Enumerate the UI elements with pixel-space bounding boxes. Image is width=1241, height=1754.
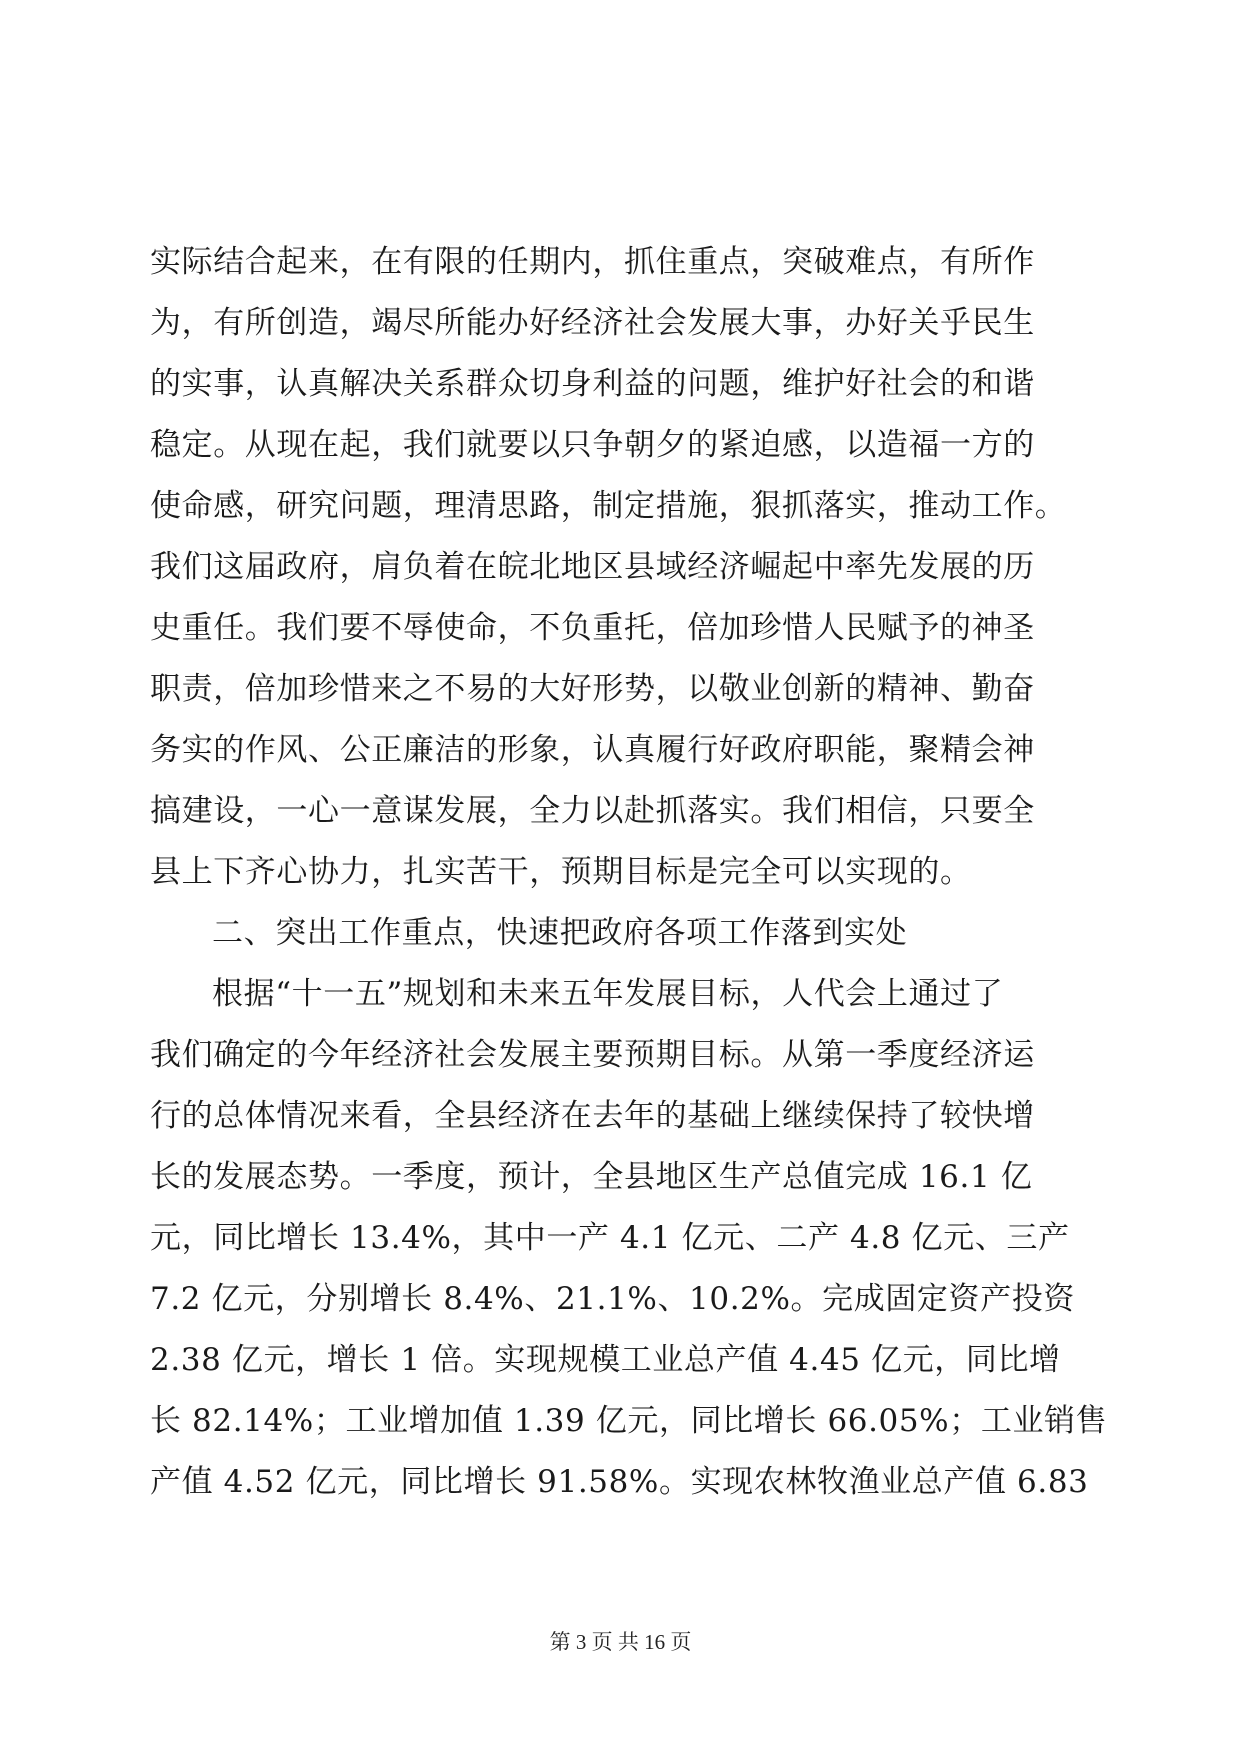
text-line: 职责，倍加珍惜来之不易的大好形势，以敬业创新的精神、勤奋: [150, 671, 1035, 707]
text-line: 的实事，认真解决关系群众切身利益的问题，维护好社会的和谐: [150, 366, 1035, 402]
text-line: 稳定。从现在起，我们就要以只争朝夕的紧迫感，以造福一方的: [150, 427, 1035, 463]
text-line: 使命感，研究问题，理清思路，制定措施，狠抓落实，推动工作。: [150, 488, 1067, 524]
body-text: [150, 232, 1108, 1513]
text-line: 搞建设，一心一意谋发展，全力以赴抓落实。我们相信，只要全: [150, 793, 1035, 829]
text-line: 长 82.14%；工业增加值 1.39 亿元，同比增长 66.05%；工业销售: [150, 1403, 1108, 1439]
text-line: 为，有所创造，竭尽所能办好经济社会发展大事，办好关乎民生: [150, 305, 1035, 341]
text-line: 实际结合起来，在有限的任期内，抓住重点，突破难点，有所作: [150, 244, 1035, 280]
text-line: 根据“十一五”规划和未来五年发展目标，人代会上通过了: [212, 976, 1004, 1012]
text-line: 元，同比增长 13.4%，其中一产 4.1 亿元、二产 4.8 亿元、三产: [150, 1220, 1070, 1256]
text-line: 史重任。我们要不辱使命，不负重托，倍加珍惜人民赋予的神圣: [150, 610, 1035, 646]
text-line: 产值 4.52 亿元，同比增长 91.58%。实现农林牧渔业总产值 6.83: [150, 1464, 1089, 1500]
section-heading: 二、突出工作重点，快速把政府各项工作落到实处: [212, 915, 908, 951]
text-line: 长的发展态势。一季度，预计，全县地区生产总值完成 16.1 亿: [150, 1159, 1033, 1195]
text-line: 我们这届政府，肩负着在皖北地区县域经济崛起中率先发展的历: [150, 549, 1035, 585]
text-line: 7.2 亿元，分别增长 8.4%、21.1%、10.2%。完成固定资产投资: [150, 1281, 1075, 1317]
text-line: 行的总体情况来看，全县经济在去年的基础上继续保持了较快增: [150, 1098, 1035, 1134]
text-line: 2.38 亿元，增长 1 倍。实现规模工业总产值 4.45 亿元，同比增: [150, 1342, 1061, 1378]
text-line: 我们确定的今年经济社会发展主要预期目标。从第一季度经济运: [150, 1037, 1035, 1073]
text-line: 务实的作风、公正廉洁的形象，认真履行好政府职能，聚精会神: [150, 732, 1035, 768]
page-number-footer: 第 3 页 共 16 页: [549, 1630, 692, 1654]
text-line: 县上下齐心协力，扎实苦干，预期目标是完全可以实现的。: [150, 854, 972, 890]
